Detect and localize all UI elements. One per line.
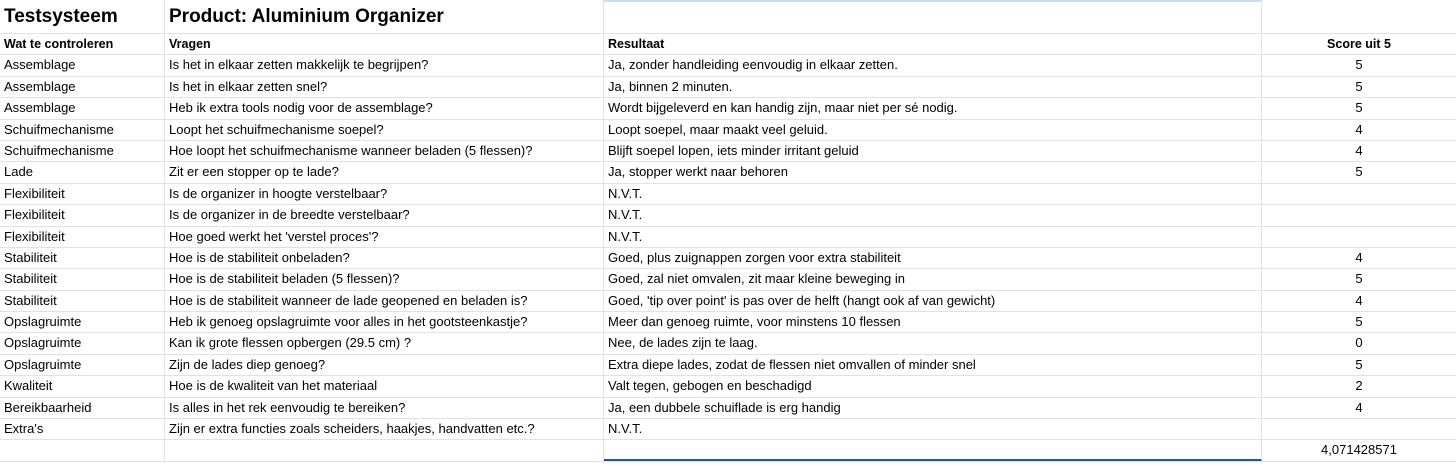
cell-check[interactable]: Assemblage xyxy=(0,55,165,75)
header-questions[interactable]: Vragen xyxy=(165,34,604,54)
cell-score[interactable]: 5 xyxy=(1355,271,1363,287)
cell-question[interactable]: Hoe is de stabiliteit wanneer de lade geopened en beladen is? xyxy=(165,291,604,311)
cell-question[interactable]: Hoe goed werkt het 'verstel proces'? xyxy=(165,227,604,247)
cell-check[interactable]: Bereikbaarheid xyxy=(0,398,165,418)
cell-score[interactable]: 4 xyxy=(1355,121,1363,137)
table-row xyxy=(0,269,1456,290)
header-result[interactable]: Resultaat xyxy=(604,34,1262,54)
cell-result[interactable]: Loopt soepel, maar maakt veel geluid. xyxy=(604,120,1262,140)
cell-title-product[interactable]: Product: Aluminium Organizer xyxy=(165,0,604,33)
header-row xyxy=(0,34,1456,55)
cell-check[interactable]: Extra's xyxy=(0,419,165,439)
header-check[interactable]: Wat te controleren xyxy=(0,34,165,54)
cell-check[interactable]: Flexibiliteit xyxy=(0,227,165,247)
cell-question[interactable]: Zit er een stopper op te lade? xyxy=(165,162,604,182)
cell-result[interactable]: Nee, de lades zijn te laag. xyxy=(604,333,1262,353)
cell-score[interactable]: 5 xyxy=(1355,57,1363,73)
cell-score[interactable] xyxy=(1262,205,1456,225)
cell-result[interactable]: Meer dan genoeg ruimte, voor minstens 10 flessen xyxy=(604,312,1262,332)
cell-result[interactable]: N.V.T. xyxy=(604,227,1262,247)
cell-score[interactable]: 5 xyxy=(1355,356,1363,372)
table-row xyxy=(0,77,1456,98)
cell-question[interactable]: Hoe is de stabiliteit beladen (5 flessen)? xyxy=(165,269,604,289)
table-row xyxy=(0,376,1456,397)
table-row xyxy=(0,333,1456,354)
cell-check[interactable]: Opslagruimte xyxy=(0,312,165,332)
cell-question[interactable]: Is de organizer in hoogte verstelbaar? xyxy=(165,184,604,204)
table-row xyxy=(0,184,1456,205)
cell-check[interactable]: Lade xyxy=(0,162,165,182)
cell-result[interactable]: Ja, zonder handleiding eenvoudig in elkaar zetten. xyxy=(604,55,1262,75)
cell-score[interactable]: 4 xyxy=(1355,249,1363,265)
average-empty-0[interactable] xyxy=(0,440,165,460)
average-empty-1[interactable] xyxy=(165,440,604,460)
cell-question[interactable]: Hoe is de kwaliteit van het materiaal xyxy=(165,376,604,396)
table-row xyxy=(0,141,1456,162)
table-row xyxy=(0,312,1456,333)
cell-check[interactable]: Assemblage xyxy=(0,77,165,97)
cell-check[interactable]: Flexibiliteit xyxy=(0,184,165,204)
cell-result[interactable]: Ja, binnen 2 minuten. xyxy=(604,77,1262,97)
cell-question[interactable]: Zijn de lades diep genoeg? xyxy=(165,355,604,375)
table-row xyxy=(0,419,1456,440)
cell-result[interactable]: Goed, 'tip over point' is pas over de helft (hangt ook af van gewicht) xyxy=(604,291,1262,311)
selected-cell[interactable] xyxy=(604,440,1262,460)
cell-question[interactable]: Is het in elkaar zetten makkelijk te begrijpen? xyxy=(165,55,604,75)
table-row xyxy=(0,291,1456,312)
cell-score[interactable] xyxy=(1262,419,1456,439)
cell-check[interactable]: Schuifmechanisme xyxy=(0,120,165,140)
table-row xyxy=(0,55,1456,76)
cell-result[interactable]: Goed, plus zuignappen zorgen voor extra stabiliteit xyxy=(604,248,1262,268)
cell-question[interactable]: Loopt het schuifmechanisme soepel? xyxy=(165,120,604,140)
cell-title-empty-score[interactable] xyxy=(1262,0,1456,33)
cell-score[interactable]: 0 xyxy=(1355,335,1363,351)
cell-score[interactable]: 4 xyxy=(1355,142,1363,158)
cell-question[interactable]: Kan ik grote flessen opbergen (29.5 cm) ? xyxy=(165,333,604,353)
title-row xyxy=(0,0,1456,34)
cell-result[interactable]: N.V.T. xyxy=(604,205,1262,225)
table-row xyxy=(0,98,1456,119)
cell-result[interactable]: Extra diepe lades, zodat de flessen niet omvallen of minder snel xyxy=(604,355,1262,375)
cell-question[interactable]: Is de organizer in de breedte verstelbaar? xyxy=(165,205,604,225)
table-row xyxy=(0,398,1456,419)
cell-result[interactable]: Blijft soepel lopen, iets minder irritant geluid xyxy=(604,141,1262,161)
cell-question[interactable]: Is het in elkaar zetten snel? xyxy=(165,77,604,97)
cell-score[interactable] xyxy=(1262,184,1456,204)
table-row xyxy=(0,248,1456,269)
average-row xyxy=(0,440,1456,461)
cell-question[interactable]: Zijn er extra functies zoals scheiders, haakjes, handvatten etc.? xyxy=(165,419,604,439)
cell-question[interactable]: Hoe is de stabiliteit onbeladen? xyxy=(165,248,604,268)
cell-check[interactable]: Schuifmechanisme xyxy=(0,141,165,161)
cell-title-empty[interactable] xyxy=(604,0,1262,33)
table-row xyxy=(0,227,1456,248)
cell-result[interactable]: Valt tegen, gebogen en beschadigd xyxy=(604,376,1262,396)
cell-result[interactable]: N.V.T. xyxy=(604,419,1262,439)
cell-score[interactable]: 5 xyxy=(1355,78,1363,94)
cell-title-system[interactable]: Testsysteem xyxy=(0,0,165,33)
cell-check[interactable]: Opslagruimte xyxy=(0,333,165,353)
cell-check[interactable]: Kwaliteit xyxy=(0,376,165,396)
average-score[interactable]: 4,071428571 xyxy=(1321,442,1397,458)
cell-check[interactable]: Stabiliteit xyxy=(0,269,165,289)
cell-question[interactable]: Is alles in het rek eenvoudig te bereiken? xyxy=(165,398,604,418)
cell-score[interactable]: 5 xyxy=(1355,314,1363,330)
cell-result[interactable]: Ja, een dubbele schuiflade is erg handig xyxy=(604,398,1262,418)
cell-score[interactable]: 5 xyxy=(1355,164,1363,180)
cell-question[interactable]: Heb ik genoeg opslagruimte voor alles in het gootsteenkastje? xyxy=(165,312,604,332)
cell-score[interactable]: 4 xyxy=(1355,399,1363,415)
cell-score[interactable]: 5 xyxy=(1355,100,1363,116)
cell-question[interactable]: Hoe loopt het schuifmechanisme wanneer beladen (5 flessen)? xyxy=(165,141,604,161)
cell-score[interactable] xyxy=(1262,227,1456,247)
cell-result[interactable]: Goed, zal niet omvalen, zit maar kleine beweging in xyxy=(604,269,1262,289)
cell-result[interactable]: N.V.T. xyxy=(604,184,1262,204)
cell-result[interactable]: Wordt bijgeleverd en kan handig zijn, maar niet per sé nodig. xyxy=(604,98,1262,118)
cell-check[interactable]: Opslagruimte xyxy=(0,355,165,375)
table-row xyxy=(0,120,1456,141)
cell-result[interactable]: Ja, stopper werkt naar behoren xyxy=(604,162,1262,182)
table-row xyxy=(0,162,1456,183)
cell-score[interactable]: 2 xyxy=(1355,378,1363,394)
cell-check[interactable]: Stabiliteit xyxy=(0,248,165,268)
cell-check[interactable]: Assemblage xyxy=(0,98,165,118)
header-score[interactable]: Score uit 5 xyxy=(1327,37,1391,51)
cell-question[interactable]: Heb ik extra tools nodig voor de assemblage? xyxy=(165,98,604,118)
table-row xyxy=(0,205,1456,226)
cell-score[interactable]: 4 xyxy=(1355,292,1363,308)
table-row xyxy=(0,355,1456,376)
cell-check[interactable]: Flexibiliteit xyxy=(0,205,165,225)
cell-check[interactable]: Stabiliteit xyxy=(0,291,165,311)
